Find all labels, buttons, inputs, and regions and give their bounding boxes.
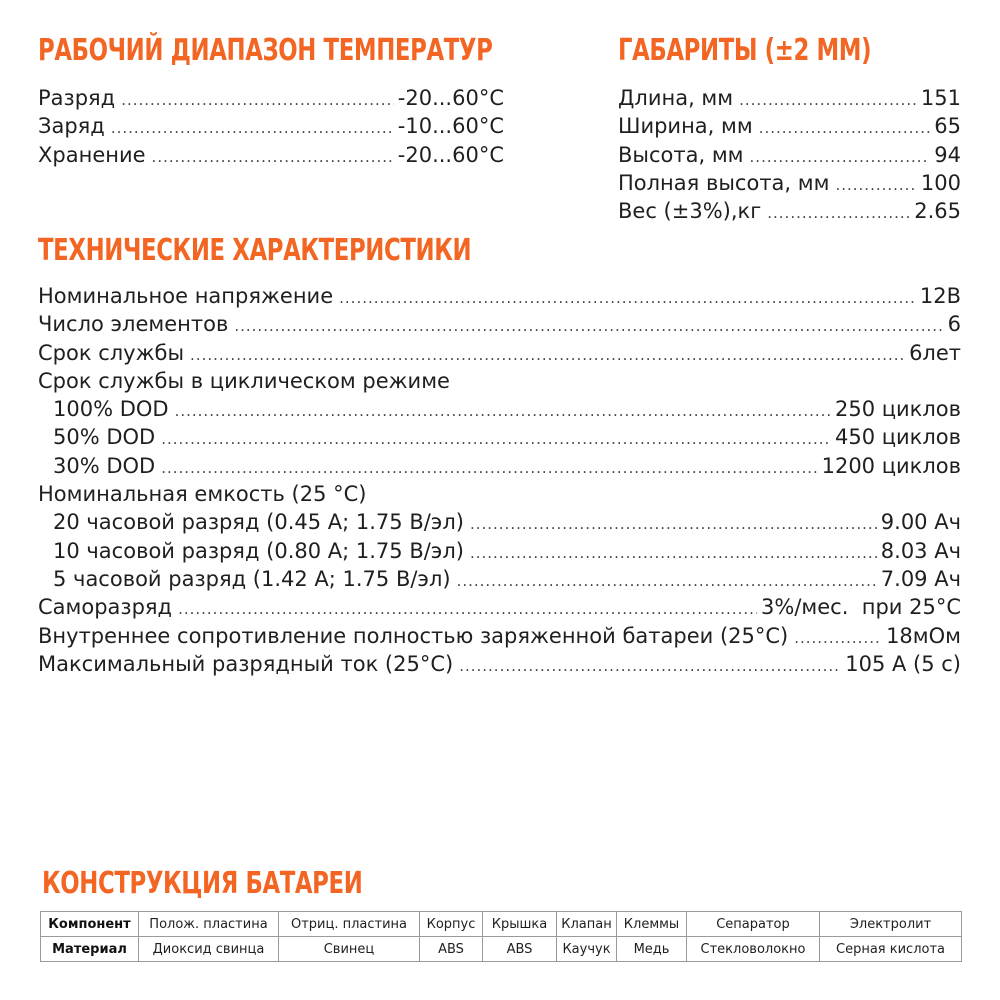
spec-value: 7.09 Ач xyxy=(880,566,961,591)
dimension-value: 100 xyxy=(920,170,961,195)
dimension-label: Длина, мм xyxy=(618,86,734,110)
temperature-row-charge xyxy=(38,112,504,140)
dimension-value: 94 xyxy=(934,142,961,167)
spec-label: 20 часовой разряд (0.45 А; 1.75 В/эл) xyxy=(53,510,464,535)
leader-dots xyxy=(794,624,882,650)
table-cell: Свинец xyxy=(279,937,420,962)
table-cell: Корпус xyxy=(420,912,483,937)
spec-label: Внутреннее сопротивление полностью заряженной батареи (25°C) xyxy=(38,623,789,648)
spec-row-self-discharge xyxy=(38,593,961,621)
dimension-row-width xyxy=(618,112,961,140)
leader-dots xyxy=(234,312,943,338)
leader-dots xyxy=(470,539,877,565)
spec-value: 8.03 Ач xyxy=(880,538,961,563)
leader-dots xyxy=(470,510,877,536)
spec-value: 12В xyxy=(919,284,961,308)
leader-dots xyxy=(161,454,817,480)
dimension-value: 151 xyxy=(920,86,961,110)
table-cell: Серная кислота xyxy=(820,937,962,962)
spec-row-dod-30 xyxy=(38,452,961,480)
spec-row-service-life xyxy=(38,339,961,367)
technical-heading: ТЕХНИЧЕСКИЕ ХАРАКТЕРИСТИКИ xyxy=(38,233,472,268)
spec-label: Номинальное напряжение xyxy=(38,284,334,308)
spec-value: 250 циклов xyxy=(834,397,961,422)
dimension-value: 2.65 xyxy=(914,199,961,224)
table-row-materials xyxy=(41,937,962,962)
leader-dots xyxy=(835,171,916,197)
temperature-label: Разряд xyxy=(38,86,116,110)
spec-value: 6 xyxy=(947,312,961,337)
dimensions-heading: ГАБАРИТЫ (±2 ММ) xyxy=(618,33,872,68)
table-cell: Каучук xyxy=(557,937,617,962)
table-cell: Медь xyxy=(617,937,687,962)
leader-dots xyxy=(121,86,394,112)
leader-dots xyxy=(750,143,931,169)
spec-row-nominal-voltage xyxy=(38,282,961,310)
dimension-label: Вес (±3%),кг xyxy=(618,199,762,224)
spec-label: 100% DOD xyxy=(53,397,169,422)
dimension-row-height xyxy=(618,141,961,169)
temperature-row-storage xyxy=(38,141,504,169)
spec-subheading: Номинальная емкость (25 °C) xyxy=(38,482,367,507)
construction-heading: КОНСТРУКЦИЯ БАТАРЕИ xyxy=(42,866,363,901)
dimension-value: 65 xyxy=(934,114,961,139)
temperature-label: Заряд xyxy=(38,114,105,139)
temperature-row-discharge xyxy=(38,84,504,112)
table-cell: ABS xyxy=(420,937,483,962)
dimensions-list xyxy=(618,84,961,225)
table-cell: Стекловолокно xyxy=(687,937,820,962)
spec-row-cyclic-life-header xyxy=(38,367,961,395)
construction-table xyxy=(40,911,962,962)
leader-dots xyxy=(459,652,841,678)
spec-value: 9.00 Ач xyxy=(880,510,961,535)
leader-dots xyxy=(190,341,905,367)
leader-dots xyxy=(152,143,394,169)
spec-row-dod-50 xyxy=(38,423,961,451)
spec-row-dod-100 xyxy=(38,395,961,423)
temperature-label: Хранение xyxy=(38,142,146,167)
spec-label: 10 часовой разряд (0.80 А; 1.75 В/эл) xyxy=(53,538,464,563)
spec-subheading: Срок службы в циклическом режиме xyxy=(38,368,450,393)
leader-dots xyxy=(767,199,910,225)
spec-label: Число элементов xyxy=(38,312,229,337)
temperature-range-list xyxy=(38,84,504,169)
temperature-range-heading: РАБОЧИЙ ДИАПАЗОН ТЕМПЕРАТУР xyxy=(38,33,493,68)
temperature-value: -10...60°C xyxy=(397,114,504,139)
spec-label: Максимальный разрядный ток (25°C) xyxy=(38,651,454,676)
leader-dots xyxy=(178,595,757,621)
spec-value: 6лет xyxy=(909,340,961,365)
table-cell: ABS xyxy=(483,937,557,962)
table-row-components xyxy=(41,912,962,937)
spec-row-capacity-20h xyxy=(38,508,961,536)
row-header-material: Материал xyxy=(41,937,139,962)
spec-row-capacity-10h xyxy=(38,537,961,565)
row-header-component: Компонент xyxy=(41,912,139,937)
spec-label: 30% DOD xyxy=(53,453,156,478)
spec-value: 105 А (5 с) xyxy=(845,651,961,676)
spec-row-capacity-5h xyxy=(38,565,961,593)
table-cell: Клапан xyxy=(557,912,617,937)
spec-row-cell-count xyxy=(38,310,961,338)
table-cell: Сепаратор xyxy=(687,912,820,937)
spec-value: 18мОм xyxy=(886,623,961,648)
spec-value: 450 циклов xyxy=(834,425,961,450)
spec-label: 50% DOD xyxy=(53,425,156,450)
leader-dots xyxy=(175,397,831,423)
technical-list xyxy=(38,282,961,678)
dimension-row-total-height xyxy=(618,169,961,197)
leader-dots xyxy=(759,114,931,140)
leader-dots xyxy=(739,86,917,112)
dimension-label: Ширина, мм xyxy=(618,114,753,139)
dimension-row-weight xyxy=(618,197,961,225)
dimension-label: Полная высота, мм xyxy=(618,170,830,195)
table-cell: Диоксид свинца xyxy=(139,937,279,962)
table-cell: Электролит xyxy=(820,912,962,937)
table-cell: Клеммы xyxy=(617,912,687,937)
spec-label: 5 часовой разряд (1.42 А; 1.75 В/эл) xyxy=(53,566,451,591)
leader-dots xyxy=(111,114,394,140)
table-cell: Полож. пластина xyxy=(139,912,279,937)
dimension-row-length xyxy=(618,84,961,112)
leader-dots xyxy=(339,284,916,310)
spec-value: 3%/мес. при 25°C xyxy=(761,595,961,620)
table-cell: Крышка xyxy=(483,912,557,937)
spec-row-max-discharge-current xyxy=(38,650,961,678)
table-cell: Отриц. пластина xyxy=(279,912,420,937)
spec-label: Срок службы xyxy=(38,340,185,365)
spec-row-capacity-header xyxy=(38,480,961,508)
spec-label: Саморазряд xyxy=(38,595,173,620)
leader-dots xyxy=(457,567,877,593)
leader-dots xyxy=(161,425,831,451)
temperature-value: -20...60°C xyxy=(397,142,504,167)
spec-value: 1200 циклов xyxy=(821,453,961,478)
spec-row-internal-resistance xyxy=(38,622,961,650)
temperature-value: -20...60°C xyxy=(397,86,504,110)
dimension-label: Высота, мм xyxy=(618,142,744,167)
